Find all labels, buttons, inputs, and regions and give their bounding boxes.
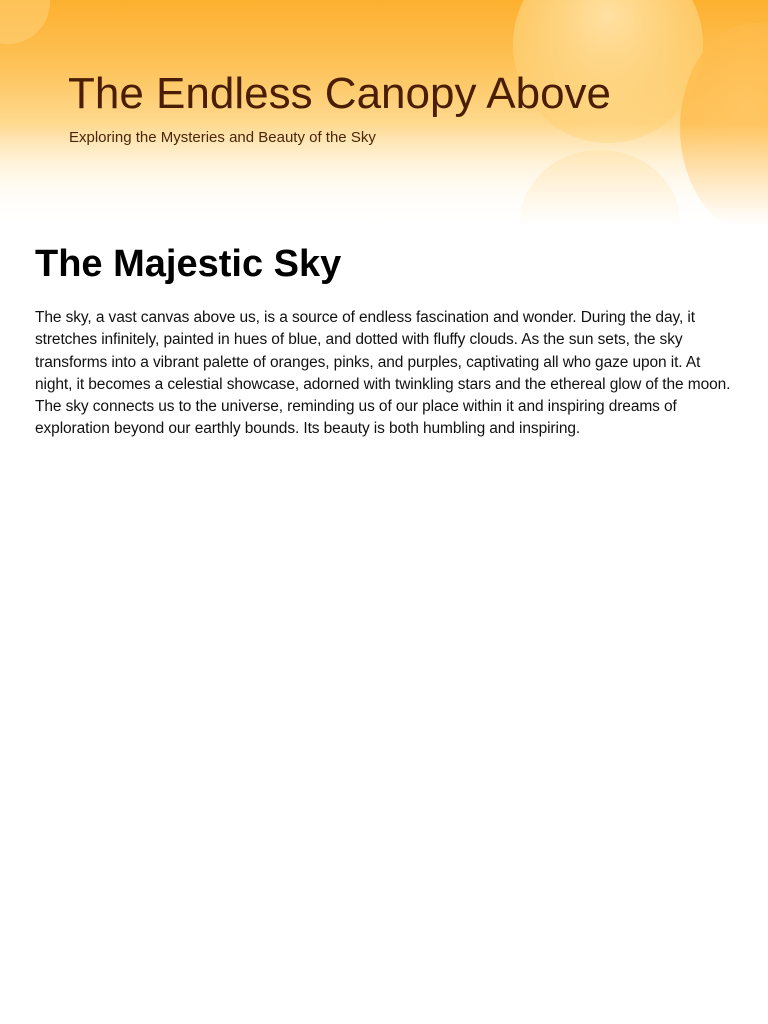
page-title: The Endless Canopy Above [68,69,612,118]
page-subtitle: Exploring the Mysteries and Beauty of the Sky [69,129,376,146]
header-banner [0,0,768,225]
section-heading: The Majestic Sky [35,243,342,285]
section-body-paragraph: The sky, a vast canvas above us, is a source of endless fascination and wonder. During the day, it stretches infinitely, painted in hues of blue, and dotted with fluffy clouds. As the sun sets, the sky transforms into a vibrant palette of oranges, pinks, and purples, captivating all who gaze upon it. At night, it becomes a celestial showcase, adorned with twinkling stars and the ethereal glow of the moon. The sky connects us to the universe, reminding us of our place within it and inspiring dreams of exploration beyond our earthly bounds. Its beauty is both humbling and inspiring. [35,309,731,438]
